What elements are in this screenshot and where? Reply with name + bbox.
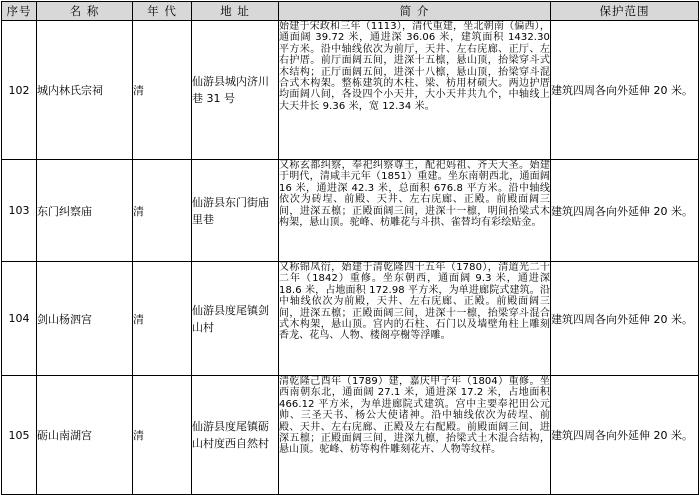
site-description: 清乾隆己酉年（1789）建，嘉庆甲子年（1804）重修。坐西南朝东北，通面阔 27.1 米，通进深 17.2 米，占地面积 466.12 平方米，为单进廊院式建筑。宫中主要奉祀田公元帅、三圣天书、杨公大使诸神。沿中轴线依次为砖埕、前殿、天井、左右庑廊、正殿及左右配殿。前殿面阔三间，进深五檩；正殿面阔三间，进深九檩，抬梁式土木混合结构，悬山顶。驼峰、枋等构件雕刻花卉、人物等纹样。 [279,376,551,495]
row-number: 105 [2,376,37,495]
site-address: 仙游县度尾镇砺山村度西自然村 [192,376,279,495]
table-row [2,21,699,160]
site-name: 东门纠察庙 [37,160,133,262]
protection-scope: 建筑四周各向外延伸 20 米。 [551,21,699,160]
heritage-table [1,1,699,495]
header-era: 年 代 [133,2,192,21]
site-description: 又称玄都纠察，奉祀纠察尊王，配祀妈祖、齐天大圣。始建于明代，清咸丰元年（1851）重建。坐东南朝西北，通面阔 16 米，通进深 42.3 米，总面积 676.8 平方米。沿中轴线依次为砖埕、前殿、天井、左右庑廊、正殿。前殿面阔三间，进深五檩；正殿面阔三间，进深十一檩，明间抬梁式木构架，悬山顶。驼峰、枋雕花与斗拱、雀替均有彩绘贴金。 [279,160,551,262]
table-row [2,262,699,376]
site-description: 始建于宋政和三年（1113），清代重建，坐北朝南（偏西），通面阔 39.72 米，通进深 36.06 米，建筑面积 1432.30 平方米。沿中轴线依次为前厅，天井、左右庑廊、正厅、左右护厝。前厅面阔五间，进深十五檩，悬山顶，抬梁穿斗式木结构；正厅面阔五间，进深十八檩，悬山顶，抬梁穿斗混合式木构架。整栋建筑的木柱、梁、枋用材硕大。两边护厝均面阔八间，各设四个小天井，大小天井共九个，中轴线上大天井长 9.36 米，宽 12.34 米。 [279,21,551,160]
row-number: 103 [2,160,37,262]
table-row [2,160,699,262]
site-era: 清 [133,160,192,262]
site-address: 仙游县城内济川巷 31 号 [192,21,279,160]
site-name: 城内林氏宗祠 [37,21,133,160]
row-number: 104 [2,262,37,376]
site-era: 清 [133,376,192,495]
row-number: 102 [2,21,37,160]
header-row [2,2,699,21]
header-no: 序号 [2,2,37,21]
site-era: 清 [133,262,192,376]
site-era: 清 [133,21,192,160]
protection-scope: 建筑四周各向外延伸 20 米。 [551,160,699,262]
protection-scope: 建筑四周各向外延伸 20 米。 [551,376,699,495]
site-address: 仙游县度尾镇剑山村 [192,262,279,376]
site-address: 仙游县东门街庙里巷 [192,160,279,262]
site-name: 砺山南湖宫 [37,376,133,495]
header-description: 简 介 [279,2,551,21]
header-protection: 保护范围 [551,2,699,21]
table-row [2,376,699,495]
site-description: 又称锦凤衍，始建于清乾隆四十五年（1780），清道光二十二年（1842）重修。坐东朝西，通面阔 9.3 米，通进深 18.6 米，占地面积 172.98 平方米，为单进廊院式建筑。沿中轴线依次为前殿，天井、左右庑廊、正殿。前殿面阔三间，进深五檩；正殿面阔三间，进深十一檩，抬梁穿斗混合式木构架，悬山顶。宫内的石柱、石门以及墙壁角柱上雕刻香龙、花鸟、人物、楼阁亭榭等浮雕。 [279,262,551,376]
header-address: 地 址 [192,2,279,21]
header-name: 名 称 [37,2,133,21]
site-name: 剑山杨泗宫 [37,262,133,376]
protection-scope: 建筑四周各向外延伸 20 米。 [551,262,699,376]
